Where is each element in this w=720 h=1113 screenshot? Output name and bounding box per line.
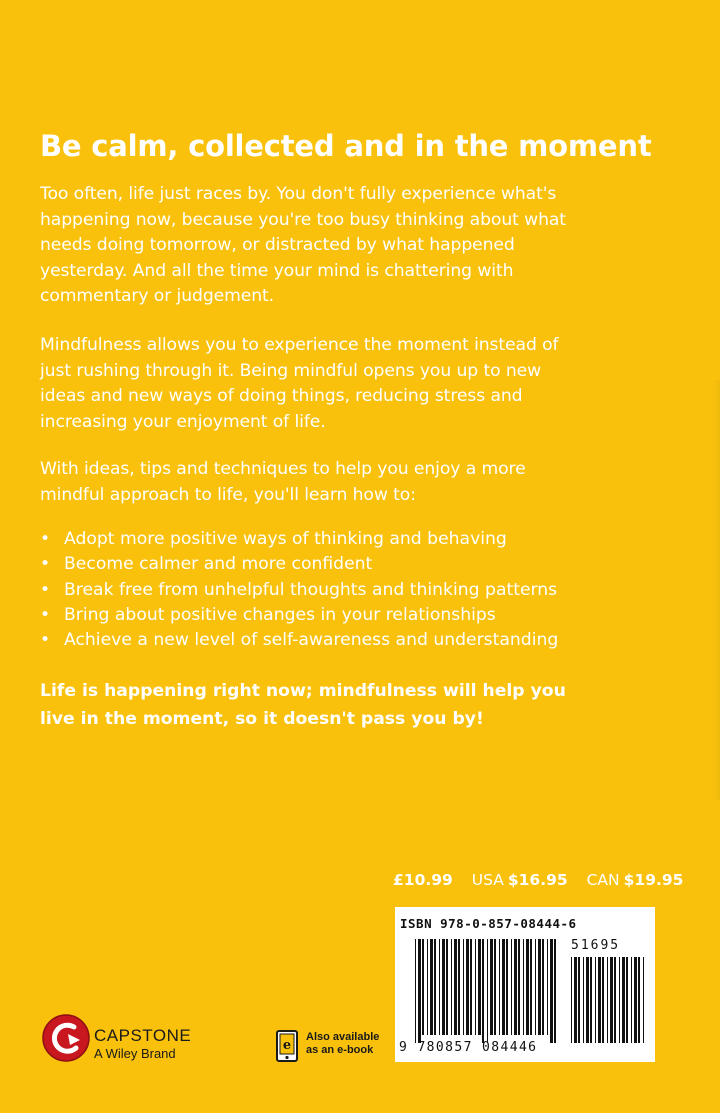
benefits-list <box>40 527 600 653</box>
price-usa: USA $16.95 <box>471 871 568 889</box>
bullet-icon: • <box>40 579 51 600</box>
closing-statement: Life is happening right now; mindfulness will help you live in the moment, so it doesn't pass you by! <box>40 681 566 729</box>
learn-how-paragraph: With ideas, tips and techniques to help you enjoy a more mindful approach to life, you'll learn how to: <box>40 459 526 505</box>
list-item: • Adopt more positive ways of thinking and behaving <box>40 527 600 552</box>
bullet-icon: • <box>40 630 51 651</box>
bullet-icon: • <box>40 529 51 549</box>
isbn-number: ISBN 978-0-857-08444-6 <box>400 916 577 931</box>
headline: Be calm, collected and in the moment <box>40 129 652 163</box>
intro-paragraph: Too often, life just races by. You don't fully experience what's happening now, because you're too busy thinking about what needs doing tomorrow, or distracted by what happened yesterday. And all the time your mind is chattering with commentary or judgement. <box>40 184 566 306</box>
price-gbp: £10.99 <box>393 871 453 889</box>
publisher-tagline: A Wiley Brand <box>94 1046 176 1061</box>
page-edge-shadow <box>714 380 720 800</box>
ean-digits: 9 780857 084446 <box>399 1040 538 1055</box>
price-can: CAN $19.95 <box>586 871 684 889</box>
list-item: • Bring about positive changes in your relationships <box>40 603 600 628</box>
capstone-logo-icon <box>40 1012 92 1064</box>
capstone-logo <box>40 1012 220 1068</box>
ebook-icon <box>276 1030 298 1062</box>
isbn-barcode <box>395 907 655 1062</box>
ebook-notice <box>276 1030 396 1066</box>
list-item: • Become calmer and more confident <box>40 552 600 577</box>
svg-text:e: e <box>282 1038 292 1053</box>
list-item: • Achieve a new level of self-awareness and understanding <box>40 628 600 653</box>
ebook-line-1: Also available <box>306 1031 380 1043</box>
mindfulness-paragraph: Mindfulness allows you to experience the moment instead of just rushing through it. Being mindful opens you up to new ideas and new ways of doing things, reducing stress and increasing your enjoyment of life. <box>40 335 559 432</box>
bullet-icon: • <box>40 604 51 625</box>
publisher-name: CAPSTONE <box>94 1026 192 1045</box>
price-list <box>393 871 684 889</box>
list-item: • Break free from unhelpful thoughts and thinking patterns <box>40 578 600 603</box>
bullet-icon: • <box>40 554 51 575</box>
ebook-line-2: as an e-book <box>306 1044 374 1056</box>
price-addon-digits: 51695 <box>571 938 621 953</box>
